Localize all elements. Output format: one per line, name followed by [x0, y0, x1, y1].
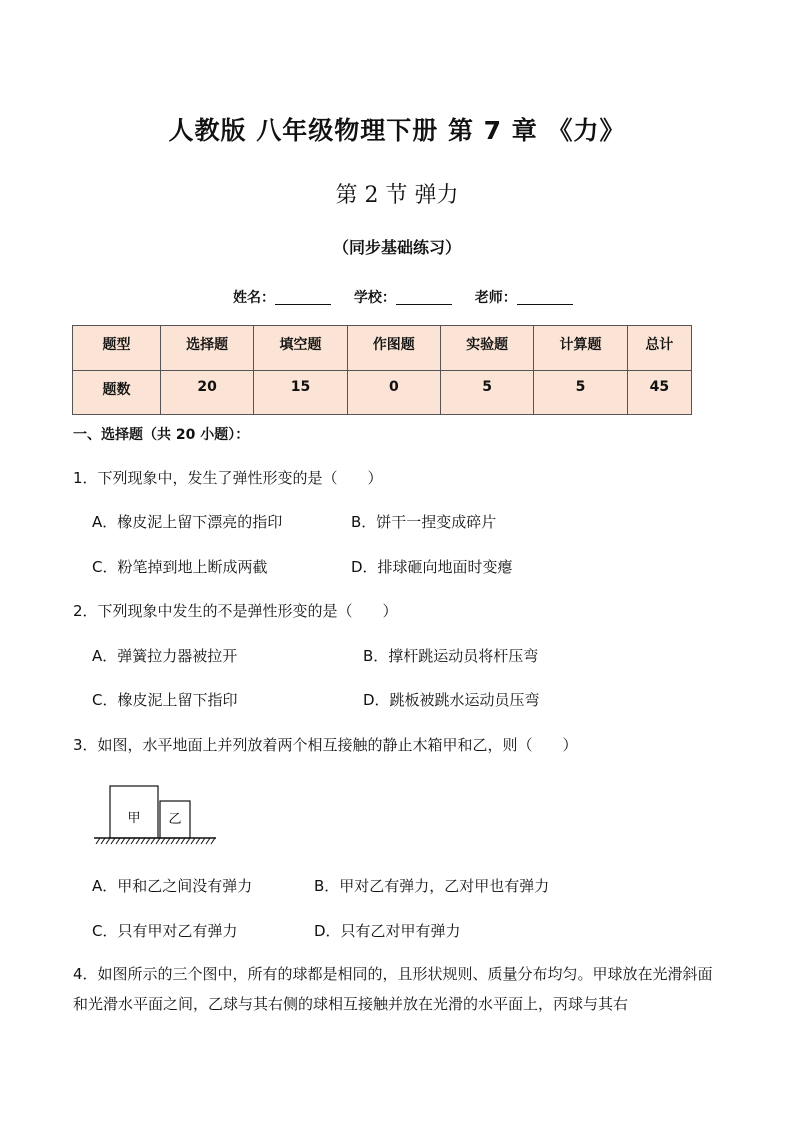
- q2-option-b[interactable]: B．撑杆跳运动员将杆压弯: [363, 647, 539, 665]
- q3-option-c[interactable]: C．只有甲对乙有弹力: [92, 922, 238, 940]
- question-summary-table: [72, 325, 692, 415]
- table-cell: 题型: [73, 326, 161, 371]
- school-label: 学校：: [353, 290, 396, 306]
- question-2-stem: 2．下列现象中发生的不是弹性形变的是（ ）: [73, 602, 398, 620]
- box-jia-label: 甲: [127, 811, 141, 826]
- table-cell: 0: [347, 370, 440, 415]
- table-cell: 总计: [627, 326, 691, 371]
- table-cell: 20: [161, 370, 254, 415]
- table-cell: 填空题: [254, 326, 347, 371]
- table-cell: 15: [254, 370, 347, 415]
- q1-option-a[interactable]: A．橡皮泥上留下漂亮的指印: [92, 513, 283, 531]
- teacher-blank[interactable]: [517, 290, 573, 305]
- question-4-stem: 4．如图所示的三个图中，所有的球都是相同的，且形状规则、质量分布均匀。甲球放在光滑斜面和光滑水平面之间，乙球与其右侧的球相互接触并放在光滑的水平面上，丙球与其右: [73, 965, 713, 1013]
- student-info-line: [233, 287, 573, 307]
- table-cell: 5: [534, 370, 627, 415]
- q1-option-c[interactable]: C．粉笔掉到地上断成两截: [92, 558, 268, 576]
- boxes-figure: [90, 781, 220, 845]
- question-1-stem: 1．下列现象中，发生了弹性形变的是（ ）: [73, 469, 383, 487]
- table-row: [73, 370, 692, 415]
- table-row: [73, 326, 692, 371]
- q1-option-d[interactable]: D．排球砸向地面时变瘪: [351, 558, 513, 576]
- practice-label: （同步基础练习）: [332, 238, 461, 257]
- table-cell: 5: [440, 370, 533, 415]
- q2-option-d[interactable]: D．跳板被跳水运动员压弯: [363, 691, 540, 709]
- name-label: 姓名：: [233, 290, 275, 306]
- q1-option-b[interactable]: B．饼干一捏变成碎片: [351, 513, 497, 531]
- table-cell: 实验题: [440, 326, 533, 371]
- q3-option-a[interactable]: A．甲和乙之间没有弹力: [92, 877, 253, 895]
- ground-hatching: [96, 838, 215, 844]
- q2-option-c[interactable]: C．橡皮泥上留下指印: [92, 691, 238, 709]
- question-3-stem: 3．如图，水平地面上并列放着两个相互接触的静止木箱甲和乙，则（ ）: [73, 736, 578, 754]
- table-cell: 计算题: [534, 326, 627, 371]
- teacher-label: 老师：: [474, 290, 517, 306]
- name-blank[interactable]: [275, 290, 331, 305]
- table-cell: 选择题: [161, 326, 254, 371]
- q3-option-d[interactable]: D．只有乙对甲有弹力: [314, 922, 461, 940]
- box-yi-label: 乙: [168, 812, 182, 827]
- table-cell: 题数: [73, 370, 161, 415]
- q3-option-b[interactable]: B．甲对乙有弹力，乙对甲也有弹力: [314, 877, 550, 895]
- section-heading: 一、选择题（共 20 小题）：: [73, 427, 250, 443]
- section-title: 第 2 节 弹力: [335, 183, 459, 208]
- table-cell: 45: [627, 370, 691, 415]
- q2-option-a[interactable]: A．弹簧拉力器被拉开: [92, 647, 238, 665]
- document-title: 人教版 八年级物理下册 第 7 章 《力》: [168, 116, 626, 145]
- table-cell: 作图题: [347, 326, 440, 371]
- school-blank[interactable]: [396, 290, 452, 305]
